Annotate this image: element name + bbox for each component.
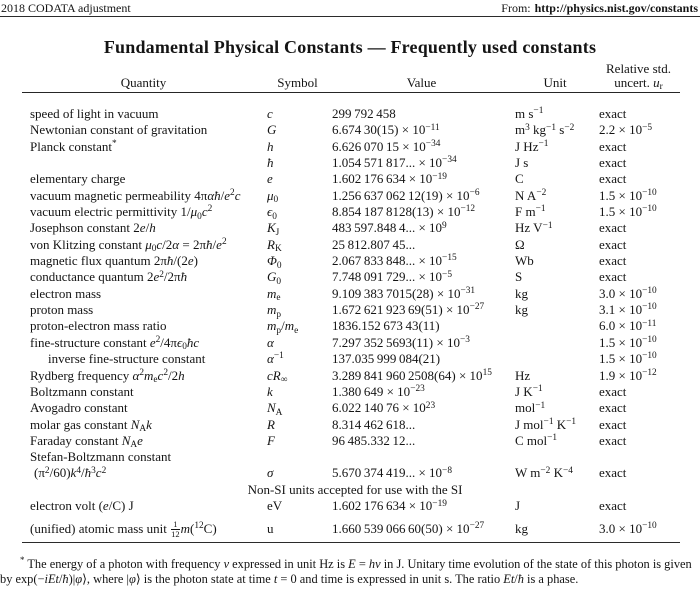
value-cell: 8.854 187 $8128(13) \times 10^{-12}$ [332,204,476,220]
value-cell: 7.748 091 729... × $10^{-5}$ [332,269,452,285]
symbol-cell: $\alpha^{-1}$ [267,351,284,367]
value-cell: 1.054 571 817... × $10^{-34}$ [332,155,457,171]
value-cell: 96 485.332 12... [332,432,416,448]
quantity-cell: proton mass [30,302,94,318]
value-cell: 1.602 176 $634 \times 10^{-19}$ [332,498,447,514]
quantity-cell: proton-electron mass ratio [30,318,167,334]
table-row [22,188,680,204]
column-header-row [22,62,680,93]
unit-cell: Hz [515,367,531,383]
symbol-cell: F [267,432,275,448]
unit-cell: N $A^{-2}$ [515,187,547,203]
uncert-cell: $1.5 \times 10^{-10}$ [599,351,657,367]
symbol-cell: $N_A$ [267,400,283,418]
uncert-cell: exact [599,269,627,285]
symbol-cell: c [267,106,273,121]
uncert-cell: $1.5 \times 10^{-10}$ [599,187,657,203]
value-cell: 25 812.807 45... [332,236,416,252]
table-row [22,384,680,400]
value-cell: 7.297 352 $5693(11) \times 10^{-3}$ [332,334,470,350]
value-cell: 8.314 462 618... [332,416,416,432]
unit-cell: m $s^{-1}$ [515,106,544,121]
value-cell: 483 597.848 4... × $10^9$ [332,220,447,236]
quantity-cell: magnetic flux quantum 2πħ/(2e) [30,253,198,269]
uncert-cell: exact [599,155,627,171]
symbol-cell: h [267,138,274,154]
quantity-cell: fine-structure constant $e^2/4\pi\epsilon_0ħc$ [30,334,200,353]
symbol-cell: α [267,334,274,350]
quantity-cell: von Klitzing constant $\mu_0c/2\alpha$ = $2\pi ħ/e^2$ [30,236,227,255]
value-cell: 1836.152 673 43(11) [332,318,440,334]
col-header-value: Value [406,74,437,90]
footnote: * The energy of a photon with frequency ν expressed in unit Hz is E = hν in J. Unitary time evolution of the state of this photon is given by exp(−iEt/ħ)|φ⟩, where |φ⟩ is the photon state at time t = 0 and time is expressed in unit s. The ratio Et/ħ is a phase. [0,555,692,587]
uncert-cell: exact [599,106,627,121]
symbol-cell: $\Phi_0$ [267,253,282,271]
value-cell: 5.670 374 419... × $10^{-8}$ [332,465,452,481]
quantity-cell [22,155,265,171]
symbol-cell: u [267,520,274,536]
symbol-cell: ħ [267,155,274,171]
table-row [22,155,680,171]
symbol-cell: $R_K$ [267,236,282,255]
section-header-row [22,482,680,499]
page-title: Fundamental Physical Constants — Frequently used constants [103,37,597,57]
table-row [22,204,680,220]
quantity-cell: Josephson constant 2e/h [30,220,156,236]
uncert-cell: $1.5 \times 10^{-10}$ [599,204,657,220]
unit-cell: C [515,171,524,187]
unit-cell: F $m^{-1}$ [515,204,546,220]
unit-cell: J $Hz^{-1}$ [515,138,549,154]
table-row [22,335,680,351]
symbol-cell: $K_J$ [267,220,280,239]
uncert-cell: $3.0 \times 10^{-10}$ [599,520,657,536]
adjustment-label: 2018 CODATA adjustment [1,1,131,15]
uncert-cell: $3.1 \times 10^{-10}$ [599,302,657,318]
col-header-quantity: Quantity [120,74,167,90]
value-cell: 1.602 176 $634 \times 10^{-19}$ [332,171,447,187]
unit-cell: kg [515,285,528,301]
unit-cell: W $m^{-2}$ $K^{-4}$ [515,465,573,481]
symbol-cell: $m_p$ [267,302,282,320]
unit-cell: $m^3$ $kg^{-1}$ $s^{-2}$ [515,122,575,138]
value-cell: 3.289 841 960 $2508(64) \times 10^{15}$ [332,367,492,383]
quantity-cell: elementary charge [30,171,126,187]
symbol-cell: $G_0$ [267,269,282,288]
source [501,2,698,15]
table-row [22,449,680,481]
value-cell: 1.256 637 062 $12(19) \times 10^{-6}$ [332,187,480,203]
value-cell: 1.672 621 923 $69(51) \times 10^{-27}$ [332,302,485,318]
symbol-cell: R [267,416,275,432]
value-cell: 6.022 140 $76 \times 10^{23}$ [332,400,436,416]
value-cell: 1.660 539 066 $60(50) \times 10^{-27}$ [332,520,485,536]
col-header-uncert-line1: Relative std. [606,61,671,76]
table-row [22,93,680,123]
col-header-unit: Unit [543,74,567,90]
col-header-symbol: Symbol [277,74,318,90]
unit-cell: kg [515,520,528,536]
table-row [22,237,680,253]
unit-cell [513,335,597,351]
constants-table-body [22,93,680,543]
symbol-cell: $\mu_0$ [267,187,279,206]
quantity-cell: speed of light in vacuum [30,106,159,121]
uncert-cell: $6.0 \times 10^{-11}$ [599,318,657,334]
table-row [22,286,680,302]
section-header: Non-SI units accepted for use with the SI [247,481,463,497]
uncert-cell: exact [599,171,627,187]
quantity-cell: vacuum magnetic permeability $4\pi\alpha ħ/e^2c$ [30,187,241,203]
uncert-cell: exact [599,432,627,448]
quantity-cell: Stefan-Boltzmann constant $(\pi^2/60)k^4/ħ^3c^2$ [30,449,172,481]
value-cell: 9.109 383 $7015(28) \times 10^{-31}$ [332,285,476,301]
uncert-cell: exact [599,253,627,269]
table-row [22,515,680,542]
uncert-cell: $2.2 \times 10^{-5}$ [599,122,653,138]
unit-cell [513,318,597,334]
quantity-cell: Rydberg frequency $\alpha^2m_ec^2/2h$ [30,367,185,386]
quantity-cell: Avogadro constant [30,400,128,416]
symbol-cell: k [267,383,273,399]
unit-cell [513,351,597,367]
quantity-cell: inverse fine-structure constant [48,351,206,367]
unit-cell: C mol$^{-1}$ [515,432,558,448]
symbol-cell: $m_e$ [267,285,281,304]
symbol-cell: G [267,122,277,138]
unit-cell: S [515,269,523,285]
quantity-cell: Faraday constant $N_Ae$ [30,432,143,451]
source-from-label: From: [501,1,531,15]
quantity-cell: Newtonian constant of gravitation [30,122,208,138]
uncert-cell: $1.9 \times 10^{-12}$ [599,367,657,383]
unit-cell: J $K^{-1}$ [515,383,543,399]
table-row [22,417,680,433]
uncert-cell: exact [599,400,627,416]
value-cell: 1.380 $649 \times 10^{-23}$ [332,383,425,399]
unit-cell: Wb [515,253,534,269]
quantity-cell: electron volt (e/C) J [30,498,134,514]
symbol-cell: e [267,171,273,187]
value-cell: 137.035 999 084(21) [332,351,441,367]
uncert-cell: exact [599,220,627,236]
symbol-cell: σ [267,465,274,481]
table-row [22,368,680,384]
uncert-cell: exact [599,383,627,399]
quantity-cell: molar gas constant $N_Ak$ [30,416,152,435]
table-row [22,302,680,318]
uncert-cell: $3.0 \times 10^{-10}$ [599,285,657,301]
quantity-cell: Boltzmann constant [30,383,134,399]
table-row [22,433,680,449]
quantity-cell: Planck constant* [30,138,117,154]
col-header-uncert-line2: uncert. $u_r$ [614,74,663,93]
symbol-cell: $m_p/m_e$ [267,318,299,337]
table-row [22,269,680,285]
table-row [22,400,680,416]
page-header [0,0,700,17]
table-row [22,318,680,334]
unit-cell: kg [515,302,528,318]
table-row [22,351,680,367]
unit-cell: Ω [515,236,525,252]
unit-cell: J [515,498,521,514]
value-cell: 299 792 458 [332,106,396,121]
uncert-cell: exact [599,498,627,514]
unit-cell: J mol$^{-1}$ $K^{-1}$ [515,416,577,432]
symbol-cell: $cR_\infty$ [267,367,288,386]
value-cell: 6.674 $30(15) \times 10^{-11}$ [332,122,440,138]
quantity-cell: electron mass [30,285,102,301]
uncert-cell: $1.5 \times 10^{-10}$ [599,334,657,350]
table-row [22,139,680,155]
table-row [22,220,680,236]
quantity-cell: (unified) atomic mass unit $\frac{1}{12}$ m($^{12}$C) [30,518,217,539]
table-row [22,122,680,138]
uncert-cell: exact [599,465,627,481]
col-header-uncert [597,62,680,93]
quantity-cell: vacuum electric permittivity $1/\mu_0c^2$ [30,204,213,222]
unit-cell: Hz $V^{-1}$ [515,220,553,236]
unit-cell: mol$^{-1}$ [515,400,546,416]
source-url: http://physics.nist.gov/constants [534,1,698,15]
symbol-cell: eV [267,498,283,514]
value-cell: 6.626 070 $15 \times 10^{-34}$ [332,138,441,154]
uncert-cell: exact [599,138,627,154]
uncert-cell: exact [599,236,627,252]
unit-cell: J s [515,155,529,171]
value-cell: 2.067 833 848... × $10^{-15}$ [332,253,457,269]
uncert-cell: exact [599,416,627,432]
constants-table [22,62,680,543]
symbol-cell: $\epsilon_0$ [267,204,277,222]
table-row [22,253,680,269]
table-row [22,498,680,514]
quantity-cell: conductance quantum $2e^2/2\pi ħ$ [30,269,188,285]
table-row [22,171,680,187]
